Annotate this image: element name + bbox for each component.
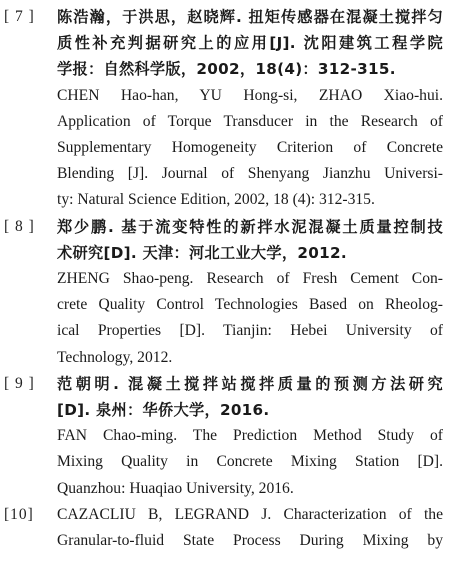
reference-line-chinese: 术研究[D]. 天津：河北工业大学，2012. <box>57 243 347 262</box>
reference-line-english: crete Quality Control Technologies Based on Rheolog- <box>57 296 443 314</box>
reference-number: [ 8 ] <box>4 217 35 235</box>
reference-line-chinese: [D]. 泉州：华侨大学，2016. <box>57 401 270 419</box>
reference-line-english: Supplementary Homogeneity Criterion of Concrete <box>57 139 443 156</box>
reference-line-chinese: 陈浩瀚，于洪思，赵晓辉. 扭矩传感器在混凝土搅拌匀 <box>57 8 443 26</box>
reference-line-english: FAN Chao-ming. The Prediction Method Study of <box>57 427 443 445</box>
reference-line-chinese: 郑少鹏. 基于流变特性的新拌水泥混凝土质量控制技 <box>57 217 443 236</box>
reference-line-english: CAZACLIU B, LEGRAND J. Characterization of the <box>57 505 443 523</box>
reference-number: [ 7 ] <box>4 8 35 25</box>
reference-number: [10] <box>4 505 34 523</box>
reference-line-english: ty: Natural Science Edition, 2002, 18 (4): 312-315. <box>57 191 375 209</box>
reference-line-english: Granular-to-fluid State Process During Mixing by <box>57 532 443 549</box>
reference-number: [ 9 ] <box>4 374 35 392</box>
reference-line-english: Technology, 2012. <box>57 348 173 366</box>
reference-line-english: ical Properties [D]. Tianjin: Hebei University of <box>57 322 443 340</box>
reference-line-english: Quanzhou: Huaqiao University, 2016. <box>57 479 294 497</box>
reference-line-english: ZHENG Shao-peng. Research of Fresh Cement Con- <box>57 270 443 287</box>
reference-line-english: Mixing Quality in Concrete Mixing Station [D]. <box>57 453 443 471</box>
reference-line-chinese: 学报：自然科学版，2002，18(4)：312-315. <box>57 60 396 79</box>
reference-line-english: Application of Torque Transducer in the Research of <box>57 112 443 130</box>
reference-line-chinese: 质性补充判据研究上的应用[J]. 沈阳建筑工程学院 <box>57 34 443 53</box>
reference-line-chinese: 范朝明. 混凝土搅拌站搅拌质量的预测方法研究 <box>57 374 443 393</box>
reference-line-english: Blending [J]. Journal of Shenyang Jianzhu Universi- <box>57 165 443 183</box>
reference-line-english: CHEN Hao-han, YU Hong-si, ZHAO Xiao-hui. <box>57 86 443 104</box>
